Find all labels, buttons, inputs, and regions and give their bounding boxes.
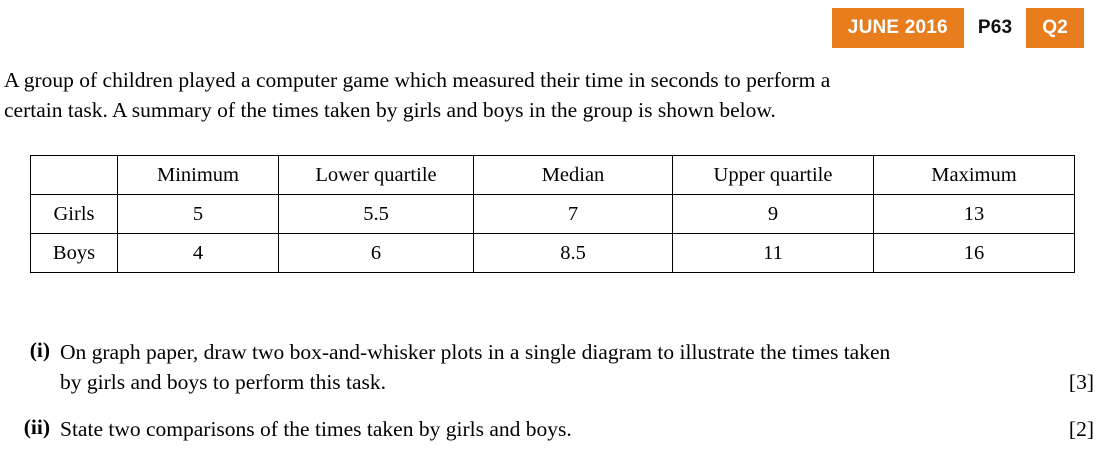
part-i-line-2: by girls and boys to perform this task.	[60, 369, 387, 394]
table-header-minimum: Minimum	[118, 156, 279, 195]
exam-badge	[832, 8, 1084, 48]
part-ii-number: (ii)	[23, 415, 50, 440]
girls-upper-quartile: 9	[673, 195, 874, 234]
girls-maximum: 13	[874, 195, 1075, 234]
row-label-girls: Girls	[31, 195, 118, 234]
badge-paper: P63	[964, 11, 1026, 45]
boys-maximum: 16	[874, 234, 1075, 273]
summary-table	[30, 155, 1075, 273]
badge-question: Q2	[1026, 8, 1084, 48]
part-i-line-1: On graph paper, draw two box-and-whisker plots in a single diagram to illustrate the times taken	[60, 340, 891, 364]
part-i-body	[60, 338, 1094, 397]
question-parts	[8, 338, 1094, 463]
boys-minimum: 4	[118, 234, 279, 273]
part-ii-marks: [2]	[1068, 417, 1094, 442]
part-ii-line-1: State two comparisons of the times taken by girls and boys.	[60, 417, 572, 442]
question-part-i	[8, 338, 1094, 397]
part-i-number: (i)	[29, 338, 50, 362]
summary-table-wrapper	[30, 155, 1075, 273]
part-i-marks: [3]	[1068, 369, 1094, 394]
girls-minimum: 5	[118, 195, 279, 234]
table-header-lower-quartile: Lower quartile	[279, 156, 474, 195]
question-intro	[4, 66, 1094, 125]
intro-line-1: A group of children played a computer game which measured their time in seconds to perform a	[4, 68, 831, 92]
question-part-ii	[8, 415, 1094, 445]
girls-median: 7	[474, 195, 673, 234]
table-row	[31, 195, 1075, 234]
table-header-maximum: Maximum	[874, 156, 1075, 195]
table-row	[31, 234, 1075, 273]
table-header-upper-quartile: Upper quartile	[673, 156, 874, 195]
table-corner-cell	[31, 156, 118, 195]
part-ii-body	[60, 415, 1094, 445]
boys-lower-quartile: 6	[279, 234, 474, 273]
boys-upper-quartile: 11	[673, 234, 874, 273]
row-label-boys: Boys	[31, 234, 118, 273]
table-header-median: Median	[474, 156, 673, 195]
girls-lower-quartile: 5.5	[279, 195, 474, 234]
boys-median: 8.5	[474, 234, 673, 273]
intro-line-2: certain task. A summary of the times taken by girls and boys in the group is shown below.	[4, 97, 776, 122]
badge-session: JUNE 2016	[832, 8, 964, 48]
table-header-row	[31, 156, 1075, 195]
